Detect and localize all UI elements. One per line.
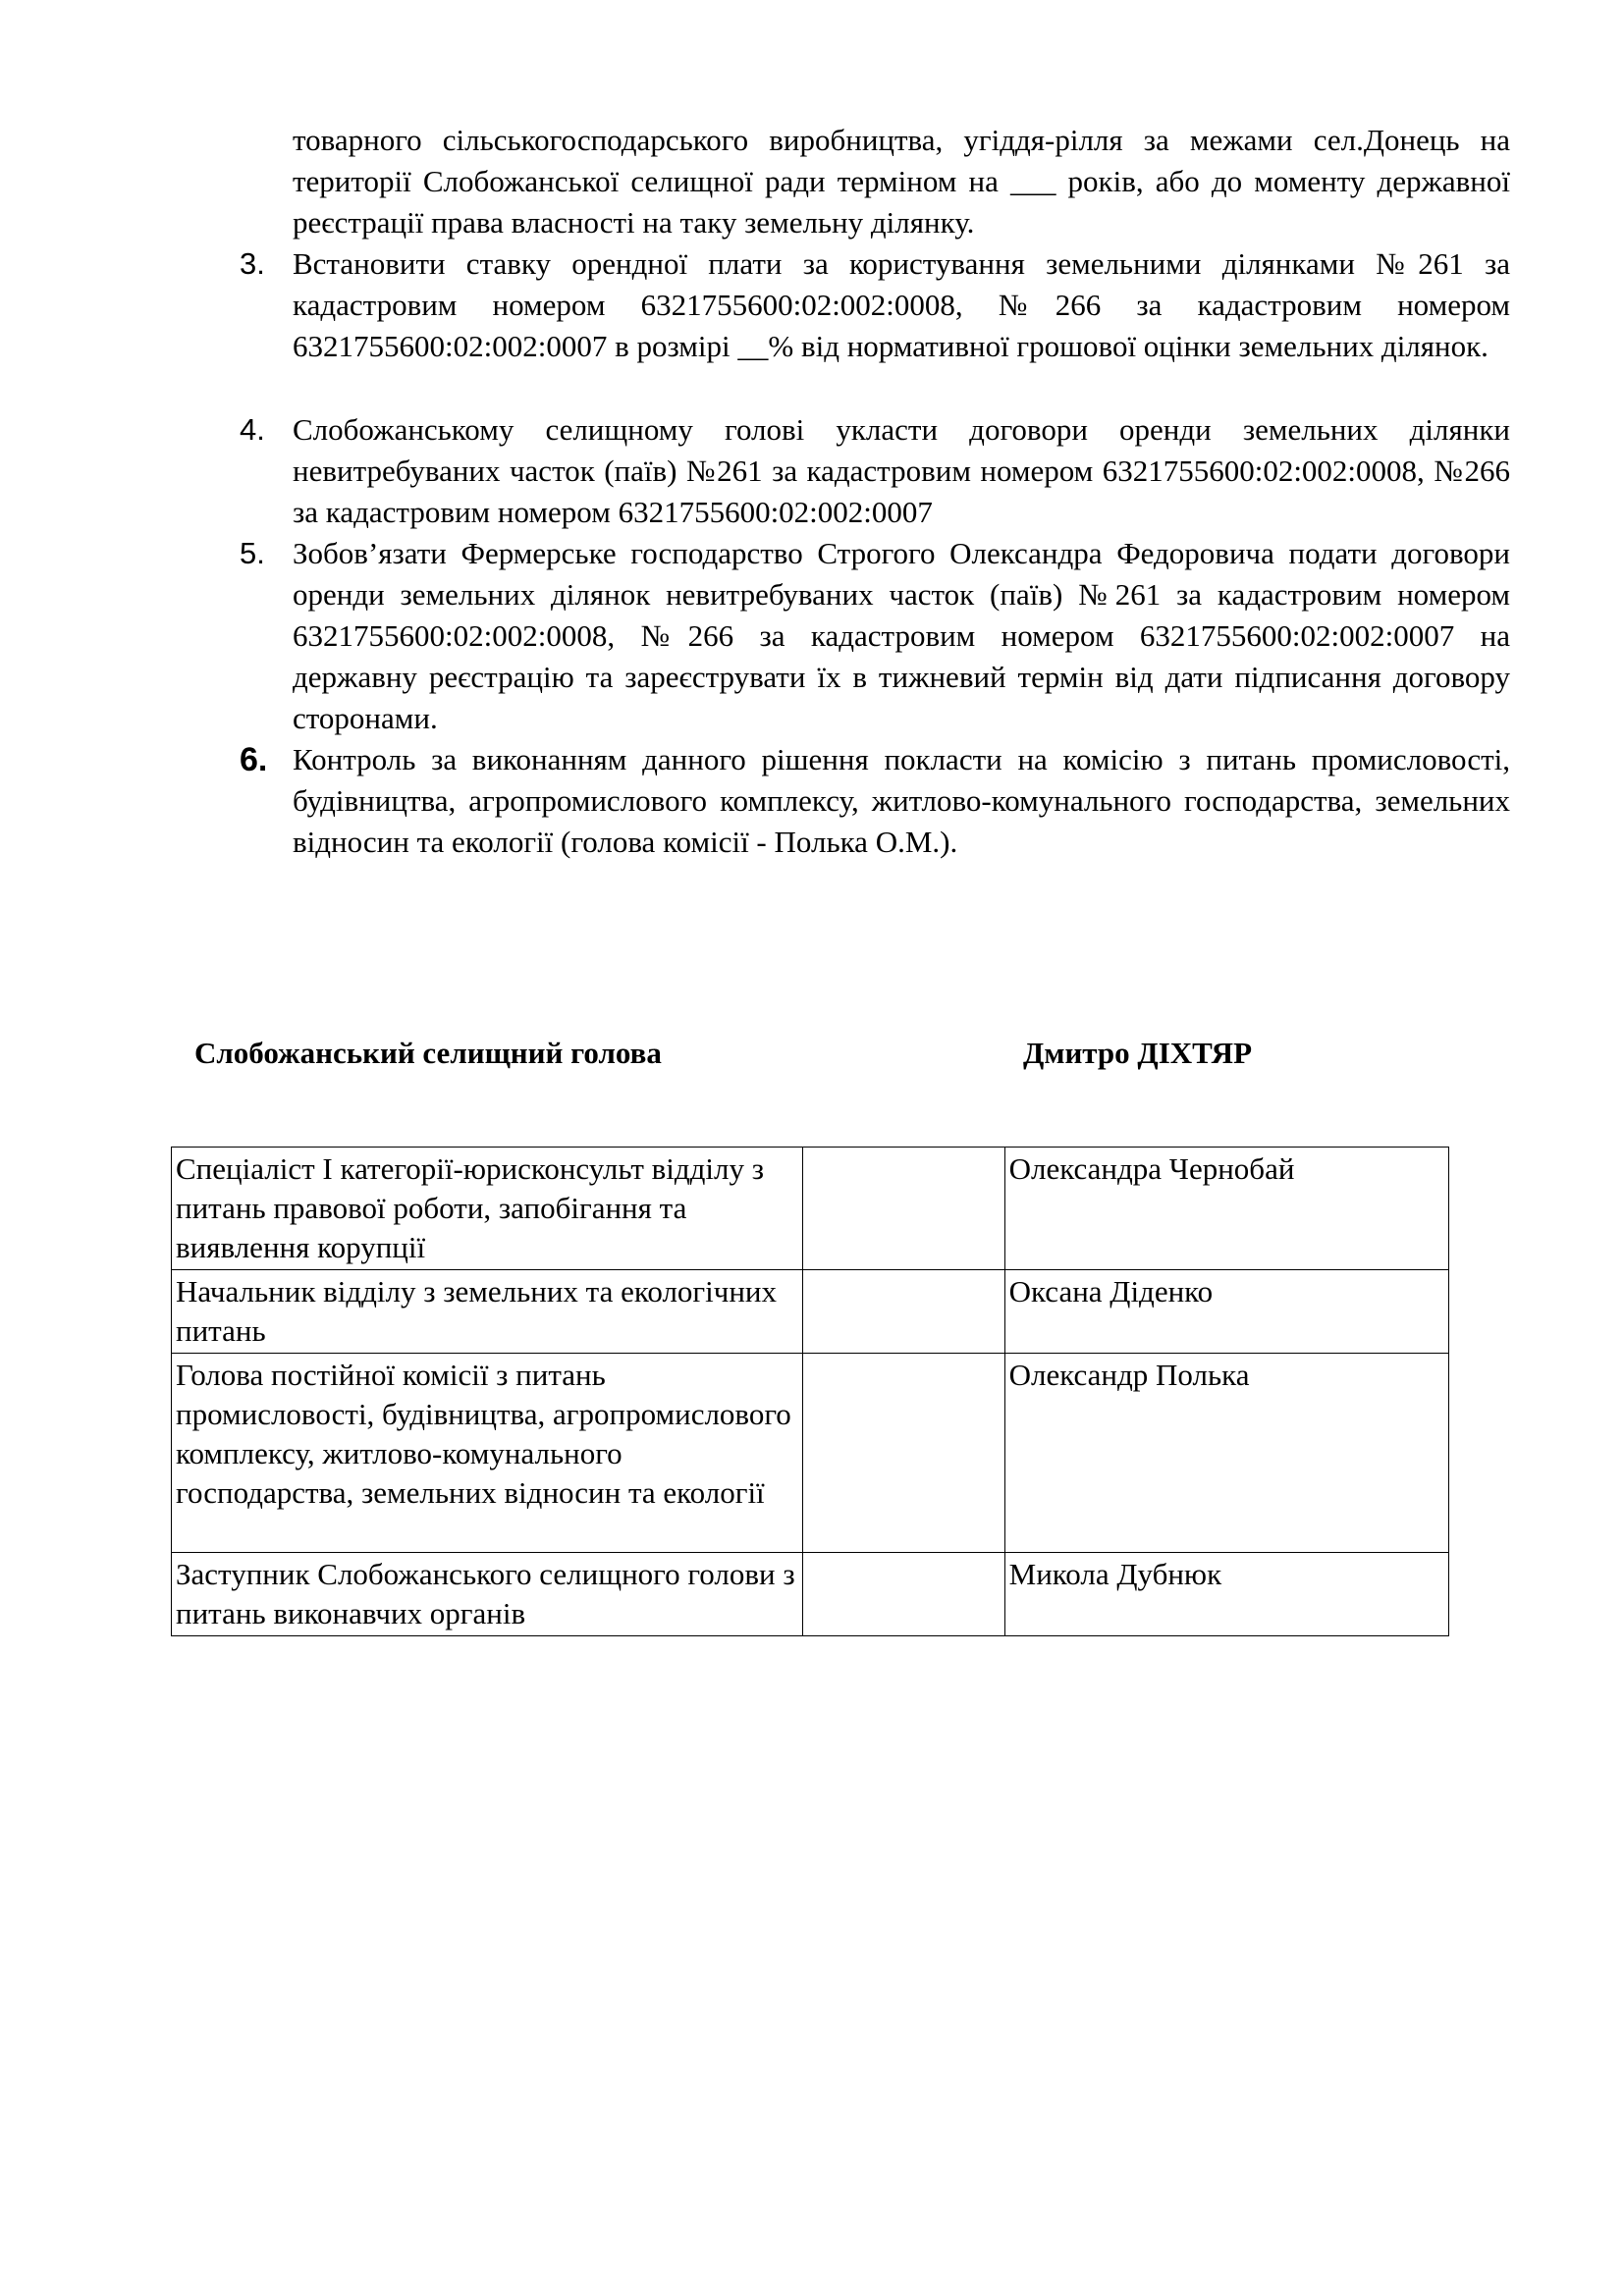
list-item-text: Встановити ставку орендної плати за користування земельними ділянками №261 за кадастровим номером 6321755600:02:002:0008, №266 за кадастровим номером 6321755600:02:002:0007 в розмірі __% від нормативної грошової оцінки земельних ділянок. [293,246,1510,363]
approval-signature [803,1148,1004,1270]
approval-position: Заступник Слобожанського селищного голови з питань виконавчих органів [172,1553,803,1636]
approval-signature [803,1270,1004,1354]
approval-position: Начальник відділу з земельних та екологічних питань [172,1270,803,1354]
approval-signature [803,1553,1004,1636]
table-row [172,1354,1449,1553]
approval-name: Олександр Полька [1004,1354,1448,1553]
continued-paragraph: товарного сільськогосподарського виробництва, угіддя-рілля за межами сел.Донець на території Слобожанської селищної ради терміном на ___ років, або до моменту державної реєстрації права власності на таку земельну ділянку. [293,123,1510,240]
list-item-text: Контроль за виконанням данного рішення покласти на комісію з питань промисловості, будівництва, агропромислового комплексу, житлово-комунального господарства, земельних відносин та екології (голова комісії - Полька О.М.). [293,742,1510,859]
list-item-number: 5. [240,536,265,570]
approval-name: Оксана Діденко [1004,1270,1448,1354]
approval-position: Спеціаліст І категорії-юрисконсульт відділу з питань правової роботи, запобігання та виявлення корупції [172,1148,803,1270]
signature-title: Слобожанський селищний голова [194,1036,662,1070]
list-item-number: 3. [240,246,265,281]
table-row [172,1270,1449,1354]
approval-name: Микола Дубнюк [1004,1553,1448,1636]
approval-signature [803,1354,1004,1553]
list-item-text: Слобожанському селищному голові укласти договори оренди земельних ділянки невитребуваних часток (паїв) №261 за кадастровим номером 6321755600:02:002:0008, №266 за кадастровим номером 6321755600:02:002:0007 [293,412,1510,529]
signature-name: Дмитро ДІХТЯР [1023,1036,1252,1070]
approvals-table [171,1147,1449,1636]
list-item-number: 4. [240,412,265,447]
list-item-number: 6. [240,741,268,778]
list-item-text: Зобов’язати Фермерське господарство Строгого Олександра Федоровича подати договори оренди земельних ділянок невитребуваних часток (паїв) №261 за кадастровим номером 6321755600:02:002:0008, №266 за кадастровим номером 6321755600:02:002:0007 на державну реєстрацію та зареєструвати їх в тижневий термін від дати підписання договору сторонами. [293,536,1510,735]
table-row [172,1148,1449,1270]
approval-position: Голова постійної комісії з питань промисловості, будівництва, агропромислового комплексу, житлово-комунального господарства, земельних відносин та екології [172,1354,803,1553]
approval-name: Олександра Чернобай [1004,1148,1448,1270]
table-row [172,1553,1449,1636]
